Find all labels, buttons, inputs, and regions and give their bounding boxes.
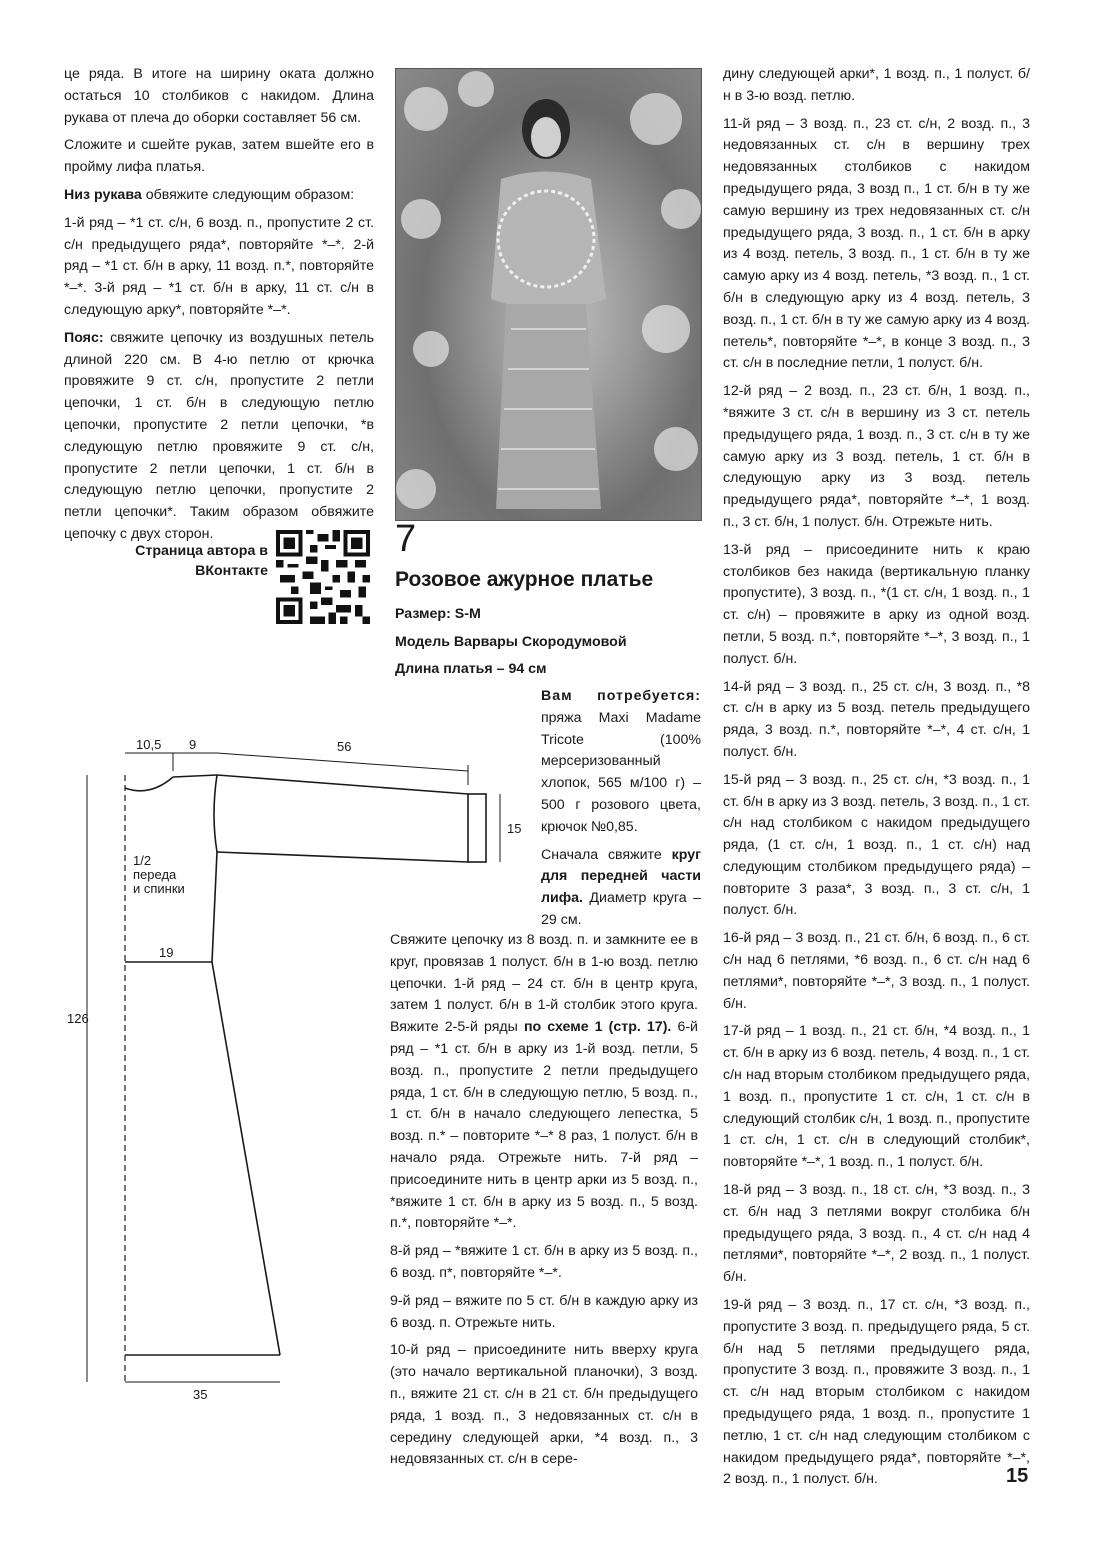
dim-waist: 19 bbox=[159, 945, 174, 960]
paragraph: 1-й ряд – *1 ст. с/н, 6 возд. п., пропустите 2 ст. с/н предыдущего ряда*, повторяйте *–*. 2-й ряд – *1 ст. б/н в арку, 11 возд. п.*, повторяйте *–*. 3-й ряд – *1 ст. б/н в арку, 11 ст. с/н в следующую арку*, повторяйте *–*. bbox=[64, 214, 374, 318]
materials-block bbox=[541, 686, 701, 938]
column-right bbox=[723, 64, 1030, 1497]
dim-neck: 10,5 bbox=[136, 737, 162, 752]
paragraph bbox=[541, 845, 701, 932]
paragraph: 8-й ряд – *вяжите 1 ст. б/н в арку из 5 возд. п., 6 возд. п*, повторяйте *–*. bbox=[390, 1243, 698, 1281]
paragraph: 14-й ряд – 3 возд. п., 25 ст. с/н, 3 возд. п., *8 ст. с/н в арку из 5 возд. петель предыдущего ряда, 3 возд. п.*, повторяйте *–*, 4 ст. с/н, 1 полуст. б/н. bbox=[723, 678, 1030, 760]
paragraph: 12-й ряд – 2 возд. п., 23 ст. б/н, 1 возд. п., *вяжите 3 ст. с/н в вершину из 3 ст. петель предыдущего ряда, 1 возд. п., 3 ст. с/н в ту же самую арку из 3 возд. петель, 1 ст. б/н в следующую арку из 3 возд. петель предыдущего ряда*, повторяйте *–*, 1 возд. п., 3 ст. б/н, 1 полуст. б/н. Отрежьте нить. bbox=[723, 383, 1030, 530]
paragraph-text: свяжите цепочку из воздушных петель длиной 220 см. В 4-ю петлю от крючка провяжите 9 ст. с/н, пропустите 2 петли цепочки, 1 ст. б/н в следующую петлю цепочки, пропустите 2 петли цепочки, *в следующую петлю провяжите 9 ст. с/н, пропустите 2 петли цепочки, 1 ст. б/н в следующую петлю цепочки, пропустите 2 петли цепочки*. Таким образом обвяжите цепочку с двух сторон. bbox=[64, 329, 374, 542]
model-title: Розовое ажурное платье bbox=[395, 568, 654, 591]
paragraph: 9-й ряд – вяжите по 5 ст. б/н в каждую арку из 6 возд. п. Отрежьте нить. bbox=[390, 1292, 698, 1331]
paragraph bbox=[541, 686, 701, 839]
paragraph: 13-й ряд – присоедините нить к краю столбиков без накида (вертикальную планку пропустите), 3 возд. п., *(1 ст. с/н, 1 возд. п., 1 ст. с/н) – провяжите в арку из одной возд. петли, 5 возд. п.*, повторяйте *–*, 3 возд. п., 1 полуст. б/н. bbox=[723, 541, 1030, 667]
paragraph-text: Свяжите цепочку из 8 возд. п. и замкните ее в круг, провязав 1 полуст. б/н в 1-ю возд. петлю цепочки. 1-й ряд – 24 ст. б/н в центр круга, затем 1 полуст. б/н в 1-й столбик этого круга. Вяжите 2-5-й ряды bbox=[390, 932, 698, 1036]
paragraph: 19-й ряд – 3 возд. п., 17 ст. с/н, *3 возд. п., пропустите 3 возд. п. предыдущего ряда, 5 ст. б/н над 5 петлями предыдущего ряда, пропустите 3 возд. п., провяжите 3 возд. п., 1 ст. с/н над вторым столбиком с накидом предыдущего ряда, 1 возд. п., пропустите 1 петлю, 1 ст. с/н над следующим столбиком с накидом предыдущего ряда*, повторяйте *–*, 2 возд. п., 1 полуст. б/н. bbox=[723, 1297, 1030, 1488]
diagram-label-line2: переда bbox=[133, 867, 177, 882]
sleeve-bottom-heading: Низ рукава bbox=[64, 186, 142, 203]
materials-heading: Вам потребуется: bbox=[541, 688, 701, 704]
dim-length: 126 bbox=[67, 1011, 89, 1026]
dim-shoulder: 9 bbox=[189, 737, 197, 752]
dim-hem: 35 bbox=[193, 1387, 208, 1402]
page-number: 15 bbox=[1006, 1465, 1029, 1487]
model-length: Длина платья – 94 см bbox=[395, 661, 547, 677]
dress-photo bbox=[395, 68, 702, 521]
paragraph: 17-й ряд – 1 возд. п., 21 ст. б/н, *4 возд. п., 1 ст. б/н в арку из 6 возд. петель, 4 возд. п., 1 ст. с/н над вторым столбиком предыдущего ряда, 1 возд. п., пропустите 1 ст. с/н, 1 ст. с/н в следующий столбик с/н, 1 возд. п., пропустите 1 ст. с/н, 1 ст. с/н в следующий столбик*, повторяйте *–*, 1 возд. п., 1 полуст. б/н. bbox=[723, 1023, 1030, 1171]
diagram-label-line1: 1/2 bbox=[133, 853, 152, 868]
dim-cuff: 15 bbox=[507, 821, 522, 836]
scheme-reference: по схеме 1 (стр. 17). bbox=[523, 1019, 672, 1036]
dim-sleeve: 56 bbox=[337, 739, 352, 754]
belt-heading: Пояс: bbox=[64, 329, 104, 346]
paragraph: Сложите и сшейте рукав, затем вшейте его в пройму лифа платья. bbox=[64, 137, 374, 176]
column-left bbox=[64, 64, 374, 552]
diagram-label-line3: и спинки bbox=[133, 881, 185, 896]
model-number: 7 bbox=[395, 518, 417, 560]
materials-text: пряжа Maxi Madame Tricote (100% мерсеризованный хлопок, 565 м/100 г) – 500 г розового цвета, крючок №0,85. bbox=[541, 709, 701, 835]
paragraph-text: 6-й ряд – *1 ст. б/н в арку из 1-й возд. петли, 5 возд. п., пропустите 2 петли предыдущего ряда, 1 ст. б/н в следующую петлю, 5 возд. п., 1 ст. б/н в начало следующего лепестка, 5 возд. п.* – повторите *–* 8 раз, 1 полуст. б/н в начало ряда. Отрежьте нить. 7-й ряд – присоедините нить в центр арки из 5 возд. п., *вяжите 1 ст. б/н в арку из 5 возд. п., 5 возд. п.*, повторяйте *–*. bbox=[390, 1019, 698, 1232]
paragraph: 16-й ряд – 3 возд. п., 21 ст. б/н, 6 возд. п., 6 ст. с/н над 6 петлями, *6 возд. п., 6 ст. с/н над 6 петлями*, повторяйте *–*, 3 возд. п., 1 полуст. б/н. bbox=[723, 930, 1030, 1012]
paragraph bbox=[64, 328, 374, 546]
paragraph-text: Диаметр круга – 29 см. bbox=[541, 890, 701, 928]
pattern-diagram bbox=[65, 725, 525, 1410]
paragraph: 18-й ряд – 3 возд. п., 18 ст. с/н, *3 возд. п., 3 ст. б/н над 3 петлями вокруг столбика б/н предыдущего ряда, 3 возд. п., 4 ст. с/н над 4 петлями*, повторяйте *–*, 2 возд. п., 1 полуст. б/н. bbox=[723, 1182, 1030, 1286]
qr-code[interactable] bbox=[276, 530, 370, 624]
qr-label: Страница автора в ВКонтакте bbox=[135, 543, 268, 579]
model-author: Модель Варвары Скородумовой bbox=[395, 634, 627, 650]
paragraph: 11-й ряд – 3 возд. п., 23 ст. с/н, 2 возд. п., 3 недовязанных ст. с/н в вершину трех недовязанных столбиков с накидом предыдущего ряда, 3 возд п., 1 ст. б/н в ту же самую вершину из трех недовязанных ст. с/н предыдущего ряда, 3 возд. п., 1 ст. б/н в арку из 4 возд. петель, 3 возд. п., 1 ст. б/н в ту же самую арку из 4 возд. петель, *3 возд. п., 1 ст. б/н в следующую арку из 4 возд. петель, 3 возд. п., 1 ст. б/н в ту же самую арку из 4 возд. петель*, повторяйте *–*, в конце 3 возд. п., 3 ст. с/н в последние петли, 1 полуст. б/н. bbox=[723, 115, 1030, 372]
paragraph: 15-й ряд – 3 возд. п., 25 ст. с/н, *3 возд. п., 1 ст. б/н в арку из 3 возд. петель, 3 возд. п., 1 ст. с/н над столбиком с накидом предыдущего ряда, (1 ст. с/н, 1 возд. п., 1 ст. с/н) над следующим столбиком предыдущего ряда) – повторите 3 раза*, 3 возд. п., 3 ст. с/н, 1 полуст. б/н. bbox=[723, 771, 1030, 919]
paragraph: 10-й ряд – присоедините нить вверху круга (это начало вертикальной планочки), 3 возд. п., вяжите 21 ст. с/н в 21 ст. б/н предыдущего ряда, 1 возд. п., 3 недовязанных ст. с/н в середину следующей арки, *4 возд. п., 3 недовязанных ст. с/н в сере- bbox=[390, 1342, 698, 1468]
paragraph: дину следующей арки*, 1 возд. п., 1 полуст. б/н в 3-ю возд. петлю. bbox=[723, 66, 1030, 104]
paragraph-text: обвяжите следующим образом: bbox=[141, 186, 355, 203]
paragraph: це ряда. В итоге на ширину оката должно остаться 10 столбиков с накидом. Длина рукава от плеча до оборки составляет 56 см. bbox=[64, 66, 374, 126]
paragraph-text: Сначала свяжите bbox=[541, 846, 672, 863]
model-size: Размер: S-M bbox=[395, 606, 481, 622]
paragraph bbox=[64, 185, 374, 207]
circle-heading: круг для передней части лифа. bbox=[541, 846, 701, 907]
